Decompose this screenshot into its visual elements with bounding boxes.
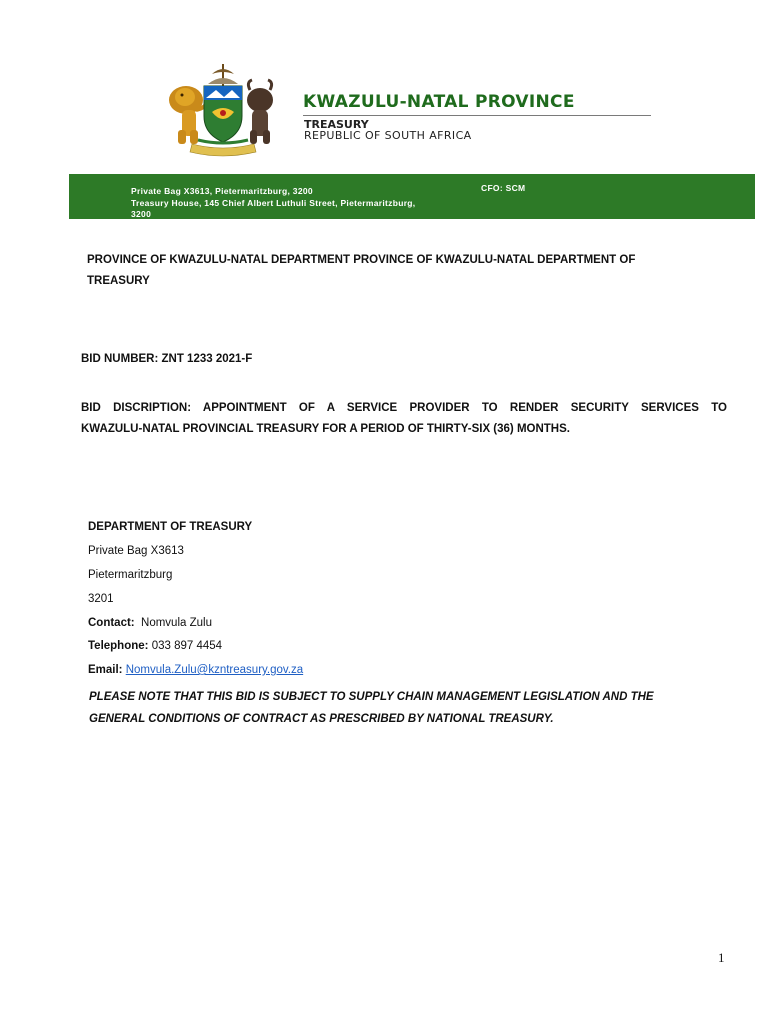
page-number: 1 [718,950,725,965]
country-name: REPUBLIC OF SOUTH AFRICA [304,129,472,142]
address-line3: 3201 [88,593,114,605]
address-line1: Private Bag X3613 [88,545,184,557]
telephone-label: Telephone: [88,640,149,652]
header-band [69,174,755,219]
address-line2: Pietermaritzburg [88,569,173,581]
bid-description-line1: BID DISCRIPTION: APPOINTMENT OF A SERVICE PROVIDER TO RENDER SECURITY SERVICES TO [81,402,727,414]
email-label: Email: [88,664,123,676]
band-address-line2: Treasury House, 145 Chief Albert Luthuli Street, Pietermaritzburg, [131,198,416,208]
lion-supporter-icon [169,86,208,144]
band-address-line3: 3200 [131,209,152,219]
coat-of-arms-logo [158,60,288,160]
contact-value: Nomvula Zulu [141,617,212,629]
telephone-value: 033 897 4454 [151,640,223,652]
bid-number: BID NUMBER: ZNT 1233 2021-F [81,353,253,365]
wildebeest-supporter-icon [247,80,273,144]
contact-row [88,617,212,629]
department-heading-line1: PROVINCE OF KWAZULU-NATAL DEPARTMENT PROVINCE OF KWAZULU-NATAL DEPARTMENT OF [87,254,636,266]
department-heading [87,250,727,292]
notice-line1: PLEASE NOTE THAT THIS BID IS SUBJECT TO SUPPLY CHAIN MANAGEMENT LEGISLATION AND THE [89,691,654,703]
shield-icon [204,86,242,142]
notice-line2: GENERAL CONDITIONS OF CONTRACT AS PRESCRIBED BY NATIONAL TREASURY. [89,713,554,725]
department-heading-line2: TREASURY [87,275,150,287]
email-link[interactable]: Nomvula.Zulu@kzntreasury.gov.za [125,664,304,676]
telephone-row [88,640,222,652]
address-title [88,521,252,533]
band-address-line1: Private Bag X3613, Pietermaritzburg, 3200 [131,186,313,196]
bid-description-line2: KWAZULU-NATAL PROVINCIAL TREASURY FOR A PERIOD OF THIRTY-SIX (36) MONTHS. [81,423,570,435]
legislation-notice [89,686,729,730]
contact-label: Contact: [88,617,135,629]
department-name: TREASURY [304,118,369,131]
address-title-text: DEPARTMENT OF TREASURY [88,521,253,533]
bid-description [81,398,727,440]
province-title: KWAZULU-NATAL PROVINCE [303,92,575,112]
title-divider [303,115,651,116]
email-row [88,664,303,676]
cfo-label: CFO: SCM [481,183,526,193]
